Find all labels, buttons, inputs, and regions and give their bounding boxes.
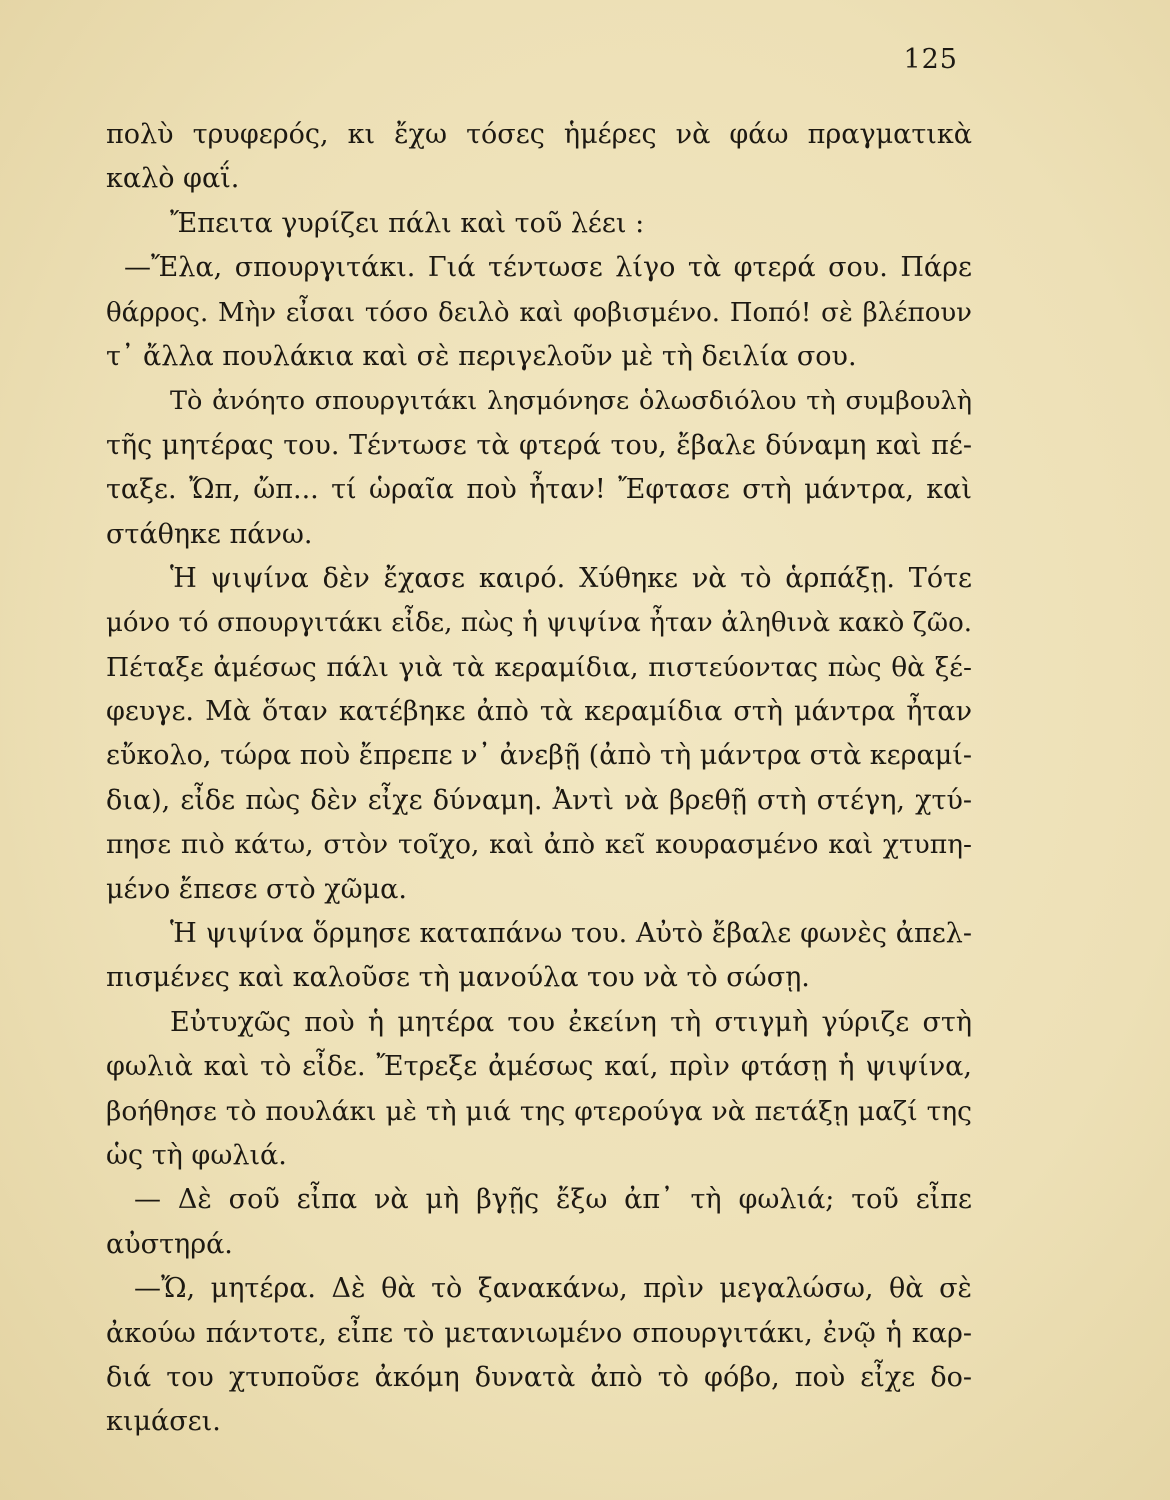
text-line: ἀκούω πάντοτε, εἶπε τὸ μετανιωμένο σπουργιτάκι, ἐνῷ ἡ καρ- <box>106 1317 972 1349</box>
text-line: μόνο τό σπουργιτάκι εἶδε, πὼς ἡ ψιψίνα ἦταν ἀληθινὰ κακὸ ζῶο. <box>106 608 972 639</box>
text-line: Ἡ ψιψίνα δὲν ἔχασε καιρό. Χύθηκε νὰ τὸ ἁρπάξῃ. Τότε <box>170 562 972 594</box>
text-line: κιμάσει. <box>106 1406 221 1438</box>
text-line: μένο ἔπεσε στὸ χῶμα. <box>106 873 407 905</box>
page-number: 125 <box>903 44 958 75</box>
text-line: βοήθησε τὸ πουλάκι μὲ τὴ μιά της φτερούγα νὰ πετάξῃ μαζί της <box>106 1095 972 1127</box>
text-line: θάρρος. Μὴν εἶσαι τόσο δειλὸ καὶ φοβισμένο. Ποπό! σὲ βλέπουν <box>106 297 972 328</box>
text-line: τῆς μητέρας του. Τέντωσε τὰ φτερά του, ἔβαλε δύναμη καὶ πέ- <box>106 429 972 461</box>
text-line: αὐστηρά. <box>106 1228 233 1260</box>
text-line: ταξε. Ὤπ, ὤπ... τί ὡραῖα ποὺ ἦταν! Ἔφτασε στὴ μάντρα, καὶ <box>106 474 972 506</box>
text-line: πολὺ τρυφερός, κι ἔχω τόσες ἡμέρες νὰ φάω πραγματικὰ <box>106 119 972 150</box>
body-text <box>106 113 972 1445</box>
text-line: εὔκολο, τώρα ποὺ ἔπρεπε ν᾿ ἀνεβῇ (ἀπὸ τὴ μάντρα στὰ κεραμί- <box>106 740 972 772</box>
text-line: φωλιὰ καὶ τὸ εἶδε. Ἔτρεξε ἀμέσως καί, πρὶν φτάσῃ ἡ ψιψίνα, <box>106 1051 972 1083</box>
text-line: Εὐτυχῶς ποὺ ἡ μητέρα του ἐκείνη τὴ στιγμὴ γύριζε στὴ <box>170 1006 972 1038</box>
text-line: δια), εἶδε πὼς δὲν εἶχε δύναμη. Ἀντὶ νὰ βρεθῇ στὴ στέγη, χτύ- <box>106 784 972 816</box>
text-line: στάθηκε πάνω. <box>106 518 313 550</box>
text-line: τ᾿ ἄλλα πουλάκια καὶ σὲ περιγελοῦν μὲ τὴ δειλία σου. <box>106 340 857 372</box>
text-line: Πέταξε ἀμέσως πάλι γιὰ τὰ κεραμίδια, πιστεύοντας πὼς θὰ ξέ- <box>106 651 972 683</box>
text-line: —Ὤ, μητέρα. Δὲ θὰ τὸ ξανακάνω, πρὶν μεγαλώσω, θὰ σὲ <box>134 1273 972 1305</box>
text-line: —Ἔλα, σπουργιτάκι. Γιά τέντωσε λίγο τὰ φτερά σου. Πάρε <box>124 252 972 284</box>
text-line: Ἔπειτα γυρίζει πάλι καὶ τοῦ λέει : <box>170 207 645 239</box>
text-line: διά του χτυποῦσε ἀκόμη δυνατὰ ἀπὸ τὸ φόβο, ποὺ εἶχε δο- <box>106 1361 972 1393</box>
text-line: ὡς τὴ φωλιά. <box>106 1139 287 1171</box>
text-line: καλὸ φαΐ. <box>106 163 240 195</box>
text-line: Τὸ ἀνόητο σπουργιτάκι λησμόνησε ὁλωσδιόλου τὴ συμβουλὴ <box>170 386 972 417</box>
text-line: φευγε. Μὰ ὅταν κατέβηκε ἀπὸ τὰ κεραμίδια στὴ μάντρα ἦταν <box>106 696 972 728</box>
text-line: πησε πιὸ κάτω, στὸν τοῖχο, καὶ ἀπὸ κεῖ κουρασμένο καὶ χτυπη- <box>106 829 972 861</box>
text-line: πισμένες καὶ καλοῦσε τὴ μανούλα του νὰ τὸ σώσῃ. <box>106 962 810 994</box>
text-line: Ἡ ψιψίνα ὅρμησε καταπάνω του. Αὐτὸ ἔβαλε φωνὲς ἀπελ- <box>170 918 972 950</box>
text-line: — Δὲ σοῦ εἶπα νὰ μὴ βγῇς ἔξω ἀπ᾿ τὴ φωλιά; τοῦ εἶπε <box>134 1184 972 1216</box>
